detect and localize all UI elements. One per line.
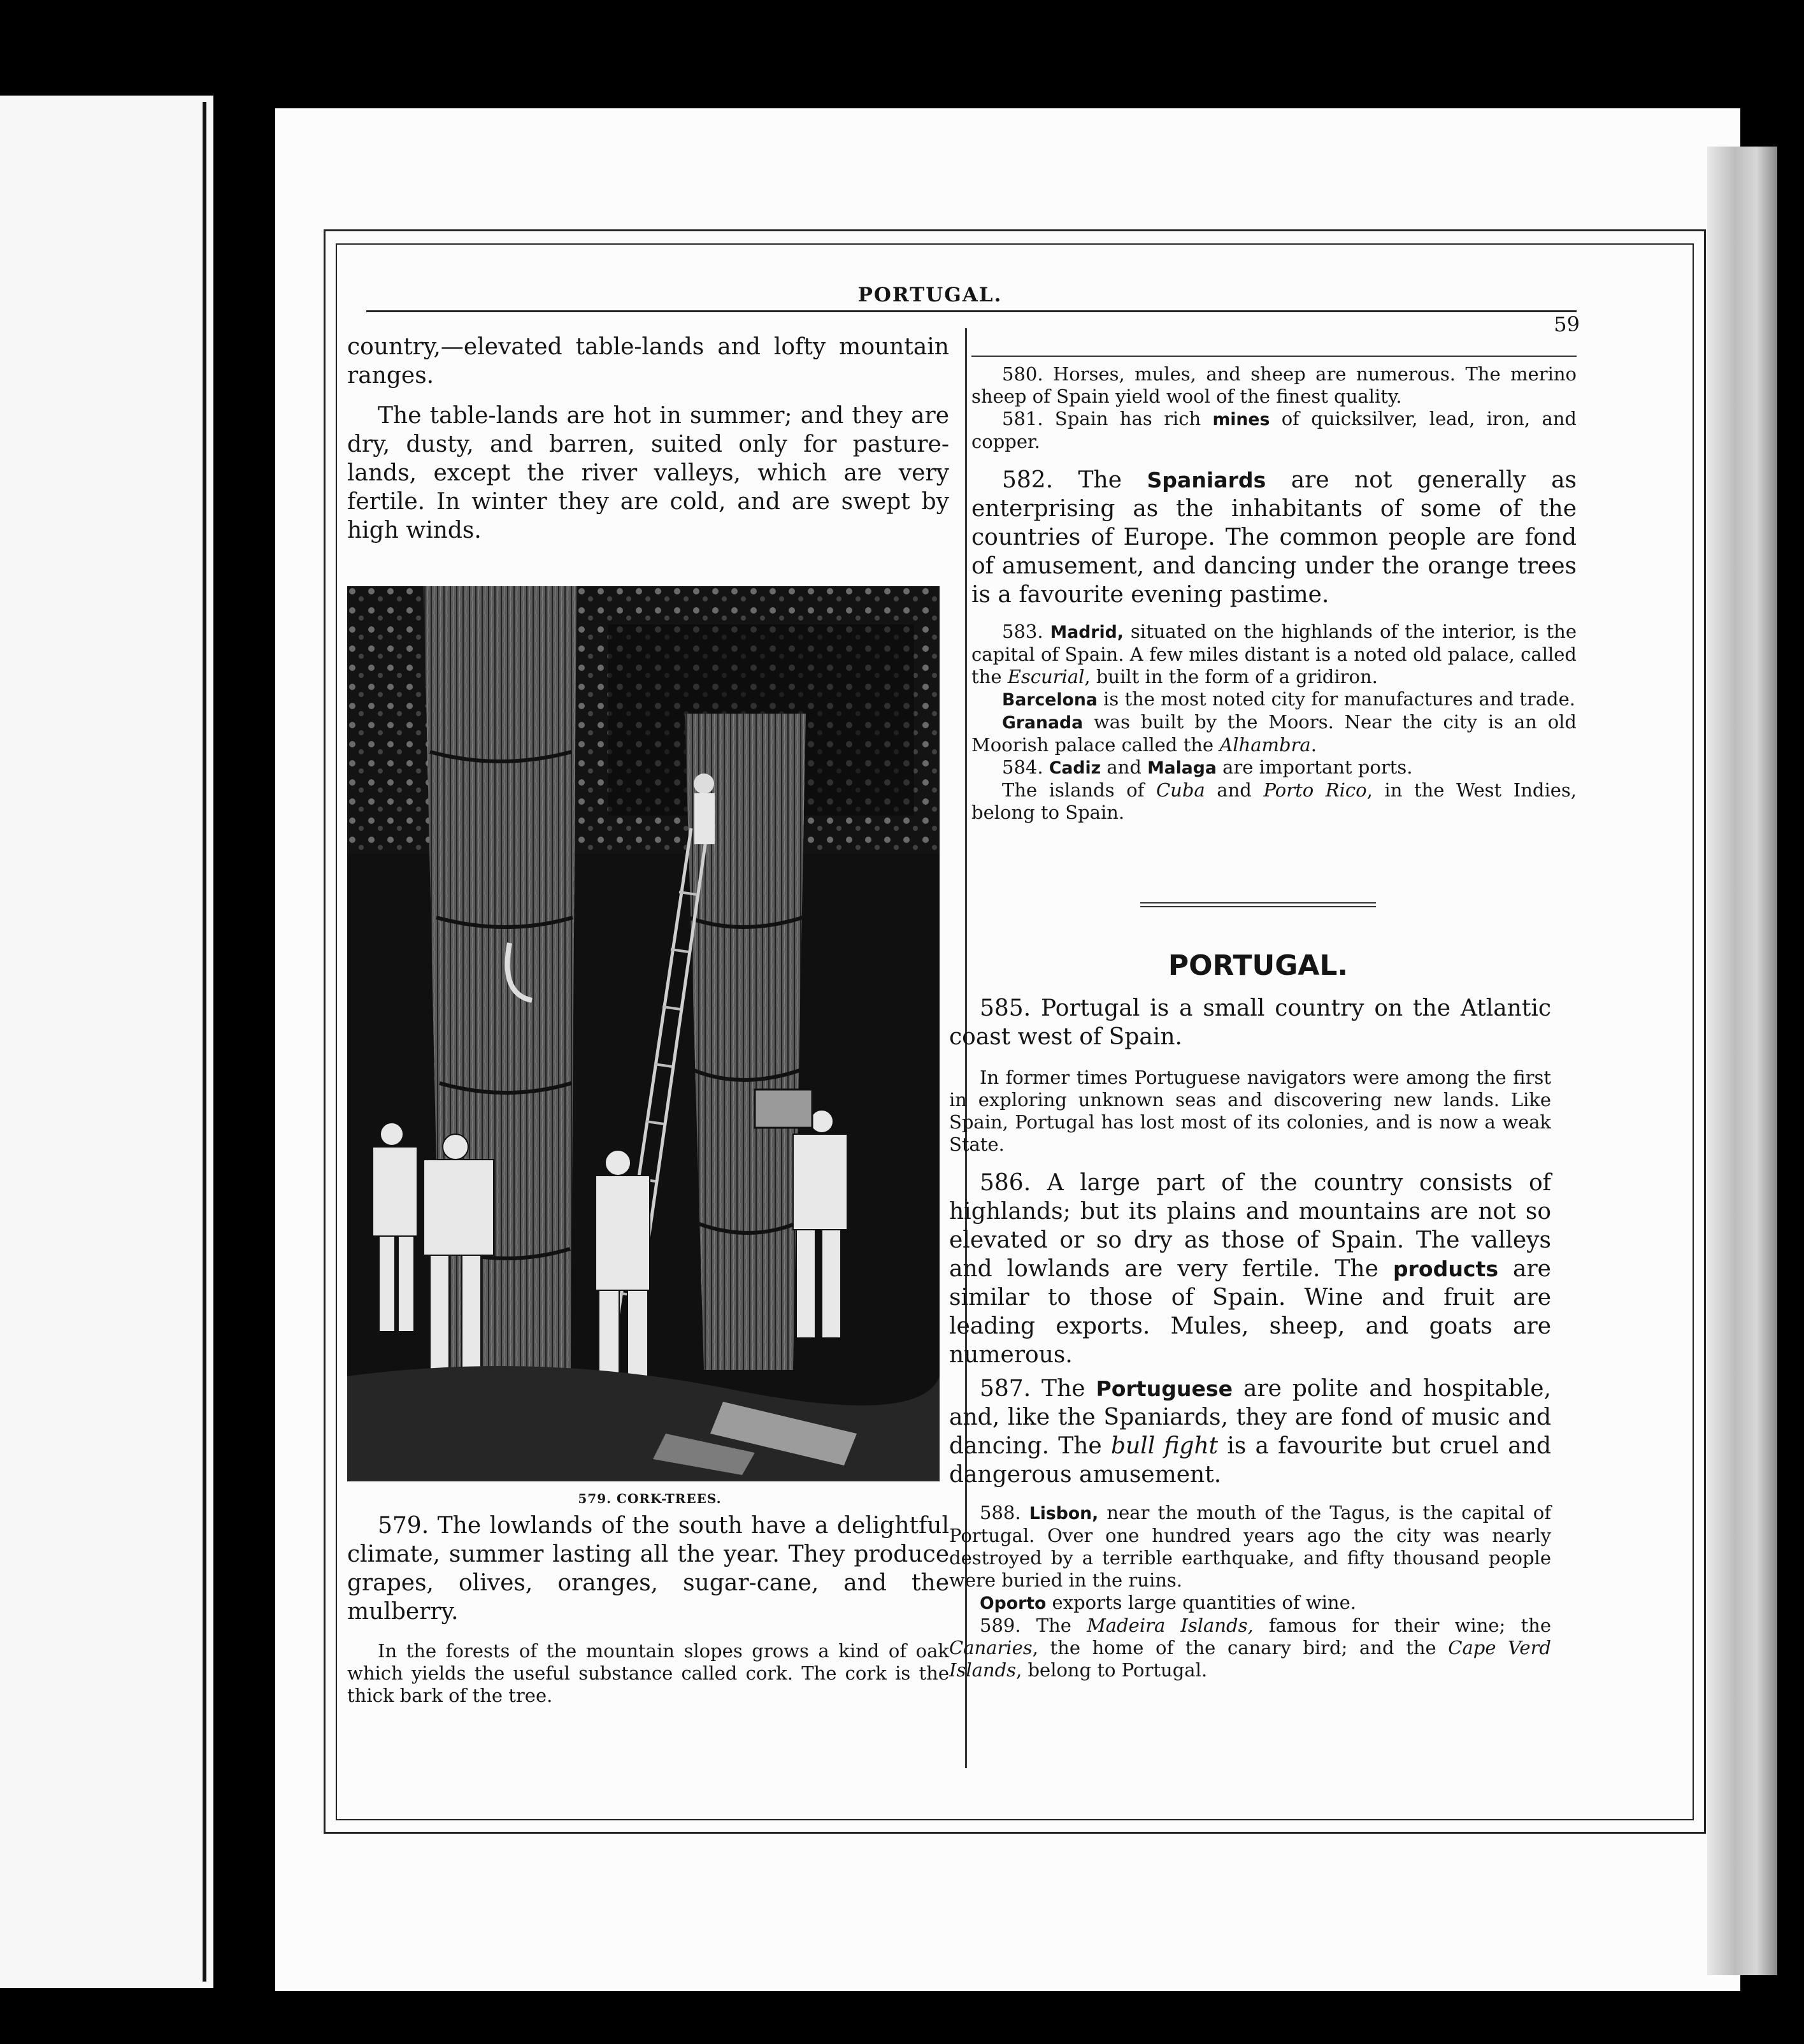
header-rule	[366, 310, 1577, 312]
text: are important ports.	[1216, 756, 1413, 778]
paragraph-589	[949, 1615, 1551, 1681]
running-head: PORTUGAL.	[857, 284, 1003, 306]
text: and	[1101, 756, 1148, 778]
paragraph-580: 580. Horses, mules, and sheep are numerous. The merino sheep of Spain yield wool of the finest quality.	[971, 363, 1577, 407]
text: , the home of the canary bird; and the	[1032, 1637, 1449, 1659]
text: 588.	[980, 1502, 1029, 1523]
italic-term: Cape Verd Islands	[949, 1637, 1551, 1681]
text: near the mouth of the Tagus, is the capital of Portugal. Over one hundred years ago the city was nearly destroyed by a terrible earthquake, and fifty thousand people were buried in the ruins.	[949, 1502, 1551, 1591]
section-divider	[1140, 902, 1376, 907]
bold-term: Cadiz	[1049, 758, 1101, 778]
text: was built by the Moors. Near the city is an old Moorish palace called the	[971, 711, 1577, 756]
right-column-bottom	[949, 994, 1551, 1681]
bold-term: Portuguese	[1096, 1376, 1233, 1401]
paragraph-583	[971, 621, 1577, 688]
italic-term: Alhambra	[1219, 734, 1311, 756]
text: is the most noted city for manufactures and trade.	[1097, 688, 1576, 710]
paragraph-oporto	[949, 1592, 1551, 1615]
note-cork: In the forests of the mountain slopes grows a kind of oak which yields the useful substance called cork. The cork is the thick bark of the tree.	[347, 1640, 949, 1706]
paragraph-586	[949, 1169, 1551, 1369]
text: 584.	[1002, 756, 1049, 778]
text: are not generally as enterprising as the inhabitants of some of the countries of Europe. The common people are fond of amusement, and dancing under the orange trees is a favourite evening pastime.	[971, 467, 1577, 608]
paragraph-barcelona	[971, 688, 1577, 711]
gutter-mark	[231, 1134, 242, 1149]
paragraph-581	[971, 408, 1577, 453]
text: are polite and hospitable, and, like the Spaniards, they are fond of music and dancing. The	[949, 1376, 1551, 1459]
bold-term: mines	[1212, 410, 1270, 429]
paragraph-585: 585. Portugal is a small country on the Atlantic coast west of Spain.	[949, 995, 1551, 1050]
right-column-top-rule	[971, 356, 1577, 357]
italic-term: Escurial	[1007, 666, 1085, 687]
text: of quicksilver, lead, iron, and copper.	[971, 408, 1577, 452]
text: exports large quantities of wine.	[1046, 1592, 1356, 1613]
right-column-top	[971, 363, 1577, 824]
bold-term: products	[1392, 1256, 1499, 1281]
cork-trees-illustration	[347, 586, 940, 1481]
italic-term: Canaries	[949, 1637, 1033, 1659]
text: The islands of	[1002, 779, 1156, 801]
text: 587. The	[980, 1376, 1096, 1402]
bold-term: Oporto	[980, 1594, 1047, 1613]
italic-term: Madeira Islands,	[1087, 1615, 1254, 1636]
text: situated on the highlands of the interior, is the capital of Spain. A few miles distant is a noted old palace, called the	[971, 621, 1577, 687]
cork-trees-engraving	[347, 586, 940, 1481]
paragraph-granada	[971, 711, 1577, 756]
paragraph-islands	[971, 779, 1577, 824]
bold-term: Malaga	[1147, 758, 1217, 778]
bold-term: Barcelona	[1002, 690, 1098, 710]
bold-term: Madrid,	[1050, 623, 1124, 642]
text: are similar to those of Spain. Wine and fruit are leading exports. Mules, sheep, and goats are numerous.	[949, 1256, 1551, 1368]
text: 582. The	[1002, 467, 1147, 493]
left-column-top	[347, 333, 949, 545]
bold-term: Spaniards	[1147, 468, 1266, 493]
italic-term: Cuba	[1156, 779, 1205, 801]
bold-term: Lisbon,	[1029, 1504, 1099, 1523]
text: .	[1310, 734, 1317, 756]
section-title: PORTUGAL.	[1168, 949, 1349, 982]
paragraph-584	[971, 756, 1577, 779]
italic-term: bull fight	[1110, 1433, 1219, 1459]
paragraph-579: 579. The lowlands of the south have a delightful climate, summer lasting all the year. They produce grapes, olives, oranges, sugar-cane, and the mulberry.	[347, 1513, 949, 1625]
italic-term: Porto Rico	[1263, 779, 1367, 801]
text: , belong to Portugal.	[1016, 1659, 1208, 1681]
illustration-caption: 579. CORK-TREES.	[578, 1491, 722, 1506]
text: 581. Spain has rich	[1002, 408, 1213, 429]
note-navigators: In former times Portuguese navigators were among the first in exploring unknown seas and discovering new lands. Like Spain, Portugal has lost most of its colonies, and is now a weak State.	[949, 1067, 1551, 1155]
page-stack-edge	[1707, 147, 1777, 1975]
paragraph-582	[971, 466, 1577, 609]
text: 583.	[1002, 621, 1050, 642]
page-number: 59	[1554, 312, 1580, 336]
text: 586. A large part of the country consists of highlands; but its plains and mountains are not so elevated or so dry as those of Spain. The valleys and lowlands are very fertile. The	[949, 1170, 1551, 1282]
text: , in the West Indies, belong to Spain.	[971, 779, 1577, 823]
paragraph-continued: country,—elevated table-lands and lofty mountain ranges.	[347, 334, 949, 389]
text: , built in the form of a gridiron.	[1084, 666, 1378, 687]
paragraph-table-lands: The table-lands are hot in summer; and they are dry, dusty, and barren, suited only for pasture-lands, except the river valleys, which are very fertile. In winter they are cold, and are swept by high winds.	[347, 403, 949, 543]
paragraph-588	[949, 1502, 1551, 1592]
text: famous for their wine; the	[1253, 1615, 1551, 1636]
left-page-edge	[203, 102, 206, 1982]
text: and	[1205, 779, 1264, 801]
paragraph-587	[949, 1374, 1551, 1489]
text: is a favourite but cruel and dangerous amusement.	[949, 1433, 1552, 1488]
left-column-bottom	[347, 1511, 949, 1707]
left-facing-page	[0, 96, 213, 1988]
text: 589. The	[980, 1615, 1087, 1636]
bold-term: Granada	[1002, 713, 1084, 733]
